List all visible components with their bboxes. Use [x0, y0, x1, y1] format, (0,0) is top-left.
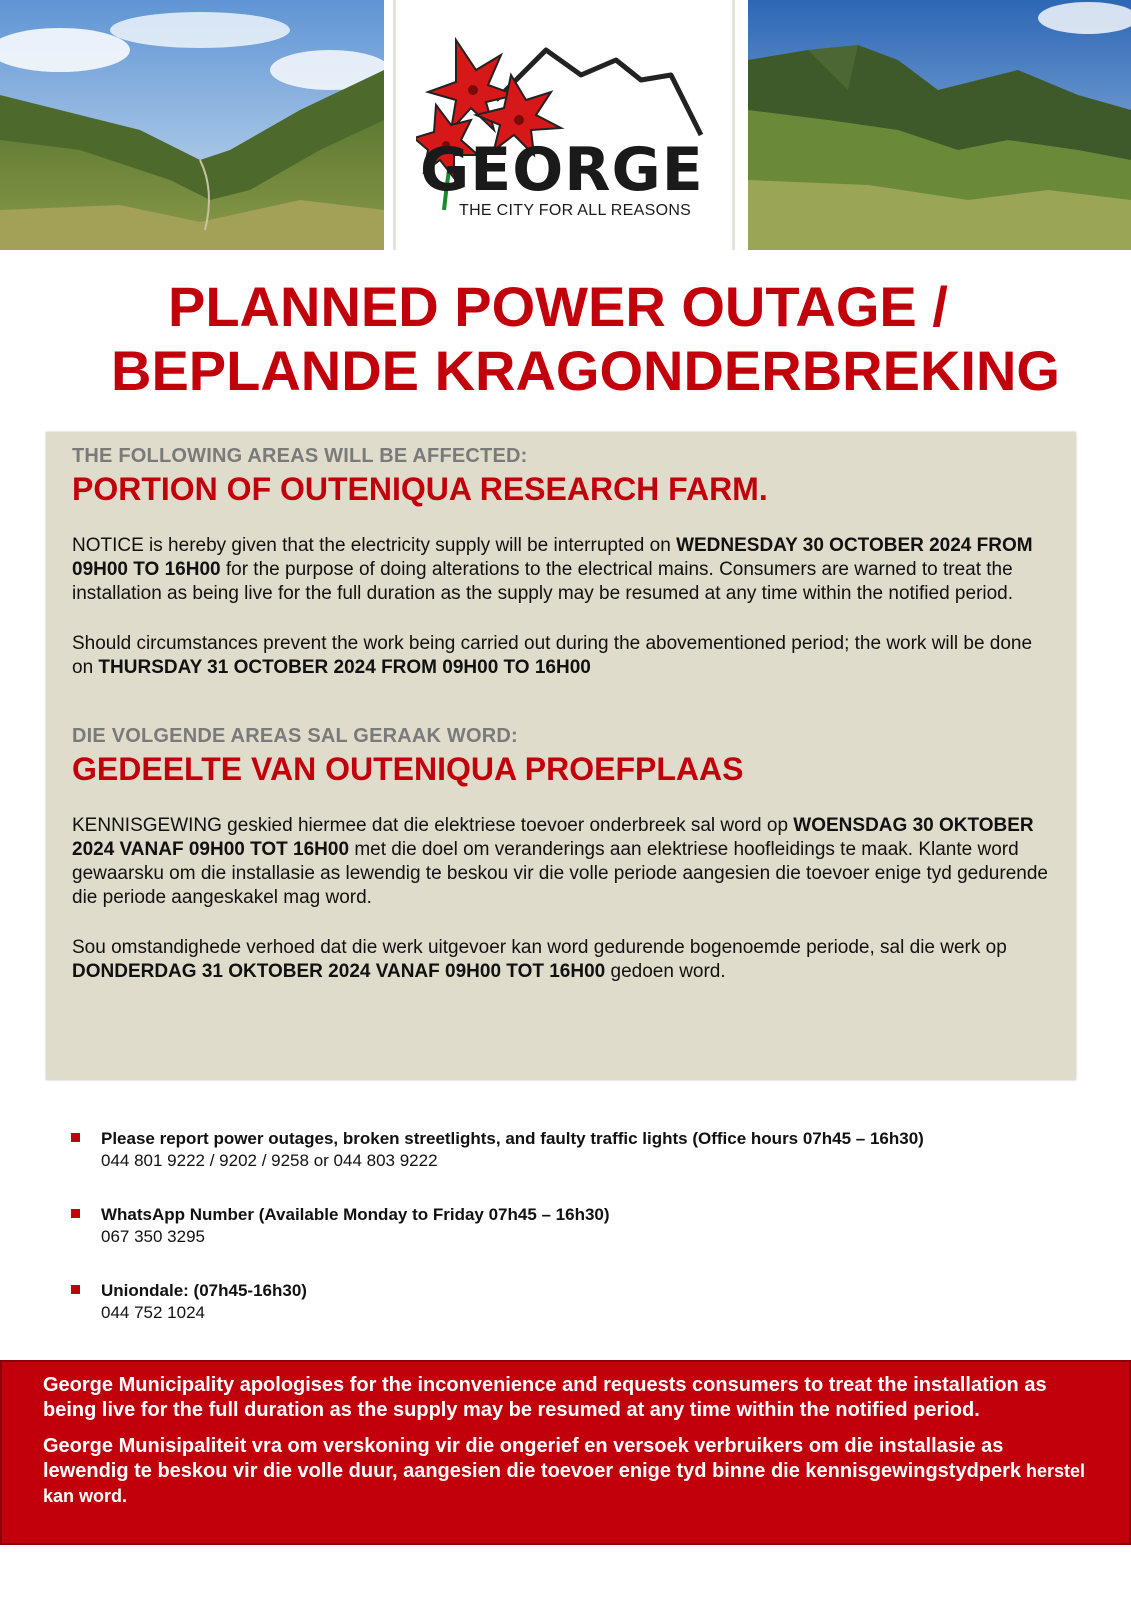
header-banner — [0, 0, 1131, 250]
english-notice: NOTICE is hereby given that the electricity supply will be interrupted on WEDNESDAY 30 OCTOBER 2024 FROM 09H00 TO 16H00 for the purpose of doing alterations to the electrical mains. Consumers are warned to treat the installation as being live for the full duration as the supply may be resumed at any time within the notified period. — [72, 535, 1033, 604]
list-item — [68, 1204, 1068, 1280]
contact-title: Please report power outages, broken streetlights, and faulty traffic lights (Office hours 07h45 – 16h30) — [101, 1129, 924, 1148]
mountain-photo-left — [0, 0, 384, 250]
english-areas-label: THE FOLLOWING AREAS WILL BE AFFECTED: — [72, 445, 528, 467]
contact-number: 067 350 3295 — [101, 1227, 205, 1246]
outage-details-panel — [46, 432, 1076, 1080]
afrikaans-affected-area: GEDEELTE VAN OUTENIQUA PROEFPLAAS — [72, 751, 744, 787]
apology-footer — [0, 1360, 1131, 1545]
afrikaans-areas-label: DIE VOLGENDE AREAS SAL GERAAK WORD: — [72, 725, 518, 747]
logo-wordmark: GEORGE — [420, 135, 704, 205]
bullet-square-icon — [71, 1133, 80, 1142]
english-alternate-date: Should circumstances prevent the work being carried out during the abovementioned period; the work will be done on THURSDAY 31 OCTOBER 2024 FROM 09H00 TO 16H00 — [72, 633, 1033, 678]
footer-afrikaans: George Munisipaliteit vra om verskoning vir die ongerief en versoek verbruikers om die installasie as lewendig te beskou vir die volle duur, aangesien die toevoer enige tyd binne die kennisgewingstydperk herstel kan word. — [43, 1435, 1086, 1506]
footer-english: George Municipality apologises for the inconvenience and requests consumers to treat the installation as being live for the full duration as the supply may be resumed at any time within the notified period. — [43, 1374, 1047, 1421]
contact-title: WhatsApp Number (Available Monday to Friday 07h45 – 16h30) — [101, 1205, 610, 1224]
list-item — [68, 1280, 1068, 1356]
contact-list — [68, 1128, 1068, 1356]
bullet-square-icon — [71, 1285, 80, 1294]
contact-title: Uniondale: (07h45-16h30) — [101, 1281, 307, 1300]
contact-number: 044 752 1024 — [101, 1303, 205, 1322]
mountain-photo-right — [748, 0, 1131, 250]
list-item — [68, 1128, 1068, 1204]
george-logo — [393, 0, 735, 250]
afrikaans-alternate-date: Sou omstandighede verhoed dat die werk uitgevoer kan word gedurende bogenoemde periode, sal die werk op DONDERDAG 31 OKTOBER 2024 VANAF 09H00 TOT 16H00 gedoen word. — [72, 937, 1007, 982]
afrikaans-notice: KENNISGEWING geskied hiermee dat die elektriese toevoer onderbreek sal word op WOENSDAG 30 OKTOBER 2024 VANAF 09H00 TOT 16H00 met die doel om veranderings aan elektriese hoofleidings te maak. Klante word gewaarsku om die installasie as lewendig te beskou vir die volle periode aangesien die toevoer enige tyd gedurende die periode aangeskakel mag word. — [72, 815, 1048, 908]
contact-number: 044 801 9222 / 9202 / 9258 or 044 803 9222 — [101, 1151, 438, 1170]
notice-title — [0, 275, 1131, 403]
bullet-square-icon — [71, 1209, 80, 1218]
title-english: PLANNED POWER OUTAGE / — [168, 275, 948, 338]
title-afrikaans: BEPLANDE KRAGONDERBREKING — [111, 339, 1060, 402]
logo-tagline: THE CITY FOR ALL REASONS — [459, 202, 692, 219]
english-affected-area: PORTION OF OUTENIQUA RESEARCH FARM. — [72, 471, 768, 507]
